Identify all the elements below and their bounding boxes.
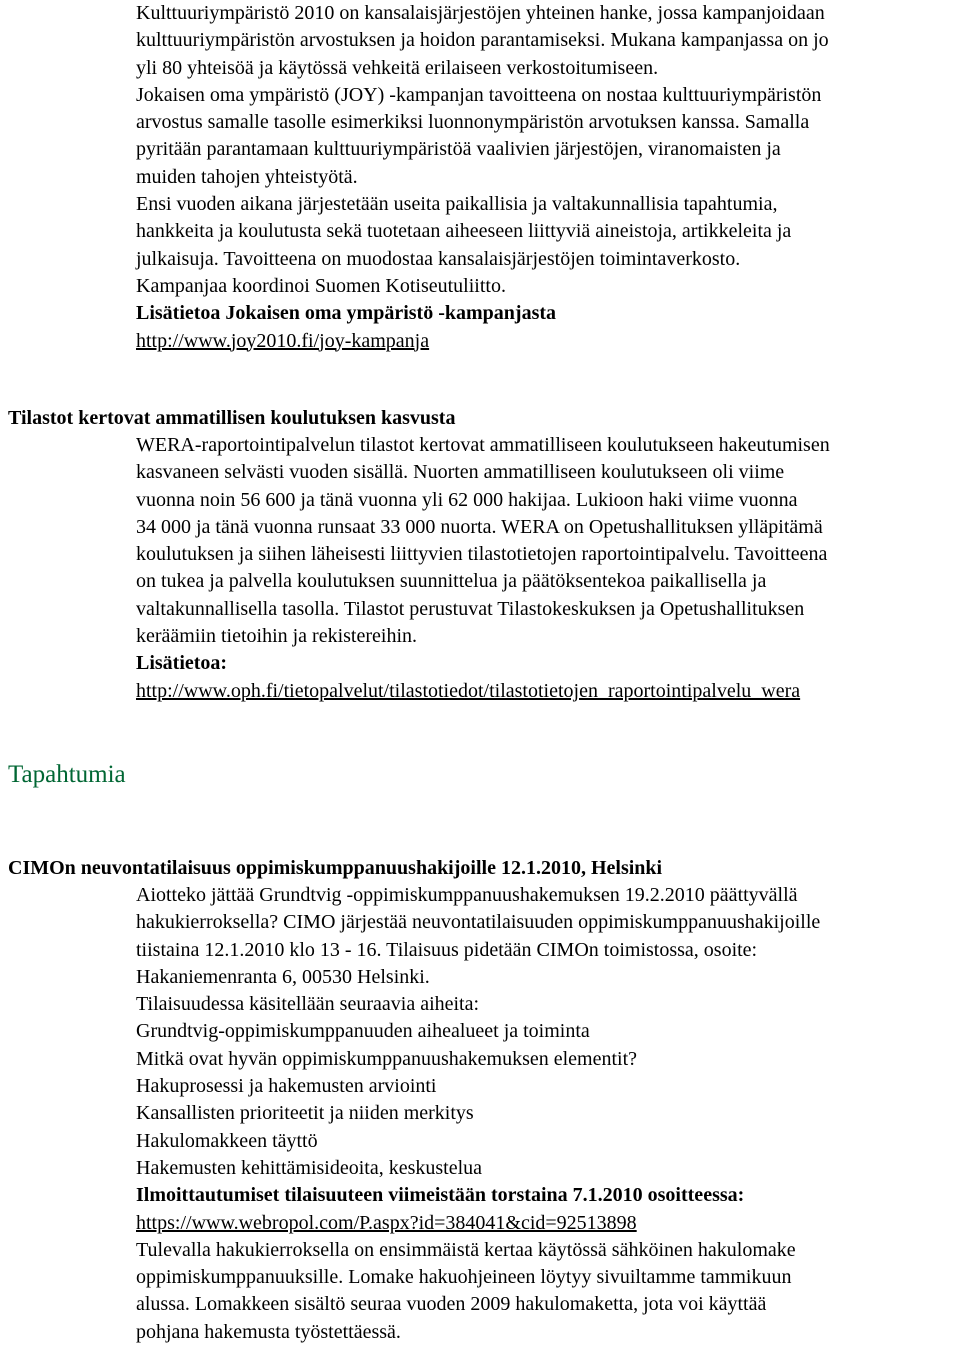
intro-line: Ensi vuoden aikana järjestetään useita paikallisia ja valtakunnallisia tapahtumia, <box>136 193 778 216</box>
event-intro-line: Hakaniemenranta 6, 00530 Helsinki. <box>136 965 430 988</box>
stats-more-info-label: Lisätietoa: <box>136 652 228 675</box>
joy-campaign-link[interactable]: http://www.joy2010.fi/joy-kampanja <box>136 329 430 352</box>
section-title-tapahtumia: Tapahtumia <box>8 761 126 788</box>
event-topic: Grundtvig-oppimiskumppanuuden aihealueet ja toiminta <box>136 1020 590 1043</box>
stats-line: koulutuksen ja siihen läheisesti liittyvien tilastotietojen raportointipalvelu. Tavoitteena <box>136 543 828 566</box>
event-topic: Mitkä ovat hyvän oppimiskumppanuushakemuksen elementit? <box>136 1047 638 1070</box>
intro-line: Kampanjaa koordinoi Suomen Kotiseutuliitto. <box>136 274 506 297</box>
stats-heading: Tilastot kertovat ammatillisen koulutuksen kasvusta <box>8 407 456 429</box>
intro-line: muiden tahojen yhteistyötä. <box>136 165 358 188</box>
stats-line: WERA-raportointipalvelun tilastot kertovat ammatilliseen koulutukseen hakeutumisen <box>136 434 830 456</box>
wera-link[interactable]: http://www.oph.fi/tietopalvelut/tilastotiedot/tilastotietojen_raportointipalvelu_wera <box>136 679 801 702</box>
stats-line: vuonna noin 56 600 ja tänä vuonna yli 62 000 hakijaa. Lukioon haki viime vuonna <box>136 488 798 511</box>
joy-more-info-label: Lisätietoa Jokaisen oma ympäristö -kampanjasta <box>136 302 557 325</box>
stats-line: valtakunnallisella tasolla. Tilastot perustuvat Tilastokeskuksen ja Opetushallituksen <box>136 597 805 620</box>
intro-line: Kulttuuriympäristö 2010 on kansalaisjärjestöjen yhteinen hanke, jossa kampanjoidaan <box>136 2 825 24</box>
stats-line: 34 000 ja tänä vuonna runsaat 33 000 nuorta. WERA on Opetushallituksen ylläpitämä <box>136 515 823 538</box>
event-outro-line: pohjana hakemusta työstettäessä. <box>136 1320 401 1343</box>
registration-label: Ilmoittautumiset tilaisuuteen viimeistään torstaina 7.1.2010 osoitteessa: <box>136 1184 745 1207</box>
intro-line: kulttuuriympäristön arvostuksen ja hoidon parantamiseksi. Mukana kampanjassa on jo <box>136 29 829 52</box>
event-intro-line: Aiotteko jättää Grundtvig -oppimiskumppanuushakemuksen 19.2.2010 päättyvällä <box>136 884 798 906</box>
stats-line: on tukea ja palvella koulutuksen suunnittelua ja päätöksentekoa paikallisella ja <box>136 570 767 593</box>
intro-line: yli 80 yhteisöä ja käytössä vehkeitä erilaiseen verkostoitumiseen. <box>136 56 659 79</box>
stats-line: keräämiin tietoihin ja rekistereihin. <box>136 625 418 648</box>
event-block <box>136 882 958 1346</box>
event-intro-line: Tilaisuudessa käsitellään seuraavia aiheita: <box>136 993 480 1016</box>
intro-block <box>136 0 958 355</box>
event-heading: CIMOn neuvontatilaisuus oppimiskumppanuushakijoille 12.1.2010, Helsinki <box>8 857 663 879</box>
stats-line: kasvaneen selvästi vuoden sisällä. Nuorten ammatilliseen koulutukseen oli viime <box>136 461 785 484</box>
event-outro-line: Tulevalla hakukierroksella on ensimmäistä kertaa käytössä sähköinen hakulomake <box>136 1238 796 1261</box>
event-intro-line: tiistaina 12.1.2010 klo 13 - 16. Tilaisuus pidetään CIMOn toimistossa, osoite: <box>136 938 758 961</box>
intro-line: hankkeita ja koulutusta sekä tuotetaan aiheeseen liittyviä aineistoja, artikkeleita ja <box>136 220 792 243</box>
intro-line: julkaisuja. Tavoitteena on muodostaa kansalaisjärjestöjen toimintaverkosto. <box>136 247 741 270</box>
event-topic: Hakemusten kehittämisideoita, keskustelua <box>136 1156 483 1179</box>
event-intro-line: hakukierroksella? CIMO järjestää neuvontatilaisuuden oppimiskumppanuushakijoille <box>136 911 821 934</box>
intro-line: pyritään parantamaan kulttuuriympäristöä vaalivien järjestöjen, viranomaisten ja <box>136 138 781 161</box>
intro-line: arvostus samalle tasolle esimerkiksi luonnonympäristön arvotuksen kanssa. Samalla <box>136 111 810 134</box>
registration-link[interactable]: https://www.webropol.com/P.aspx?id=384041&cid=92513898 <box>136 1211 637 1234</box>
intro-line: Jokaisen oma ympäristö (JOY) -kampanjan tavoitteena on nostaa kulttuuriympäristön <box>136 83 822 106</box>
event-outro-line: oppimiskumppanuuksille. Lomake hakuohjeineen löytyy sivuiltamme tammikuun <box>136 1266 792 1289</box>
event-topic: Kansallisten prioriteetit ja niiden merkitys <box>136 1102 474 1125</box>
event-topic: Hakulomakkeen täyttö <box>136 1129 318 1152</box>
event-outro-line: alussa. Lomakkeen sisältö seuraa vuoden 2009 hakulomaketta, jota voi käyttää <box>136 1293 767 1316</box>
event-topic: Hakuprosessi ja hakemusten arviointi <box>136 1075 437 1098</box>
stats-block <box>136 432 958 705</box>
